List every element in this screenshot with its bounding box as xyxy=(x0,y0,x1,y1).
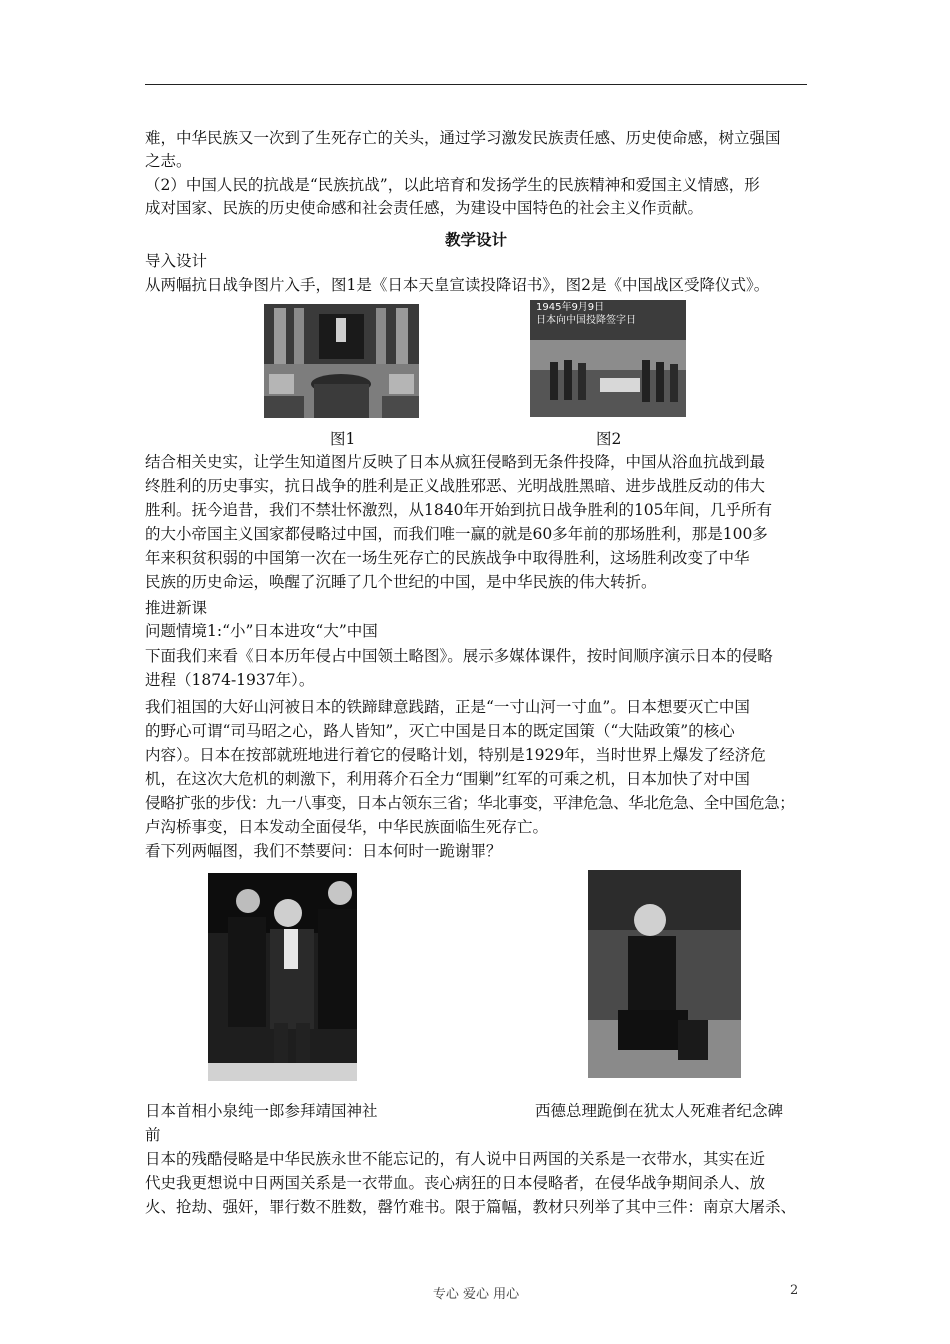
paragraph-line: 结合相关史实，让学生知道图片反映了日本从疯狂侵略到无条件投降，中国从浴血抗战到最 xyxy=(145,453,766,471)
brandt-illustration xyxy=(588,870,741,1078)
figure-2-photo xyxy=(530,300,686,417)
intro-heading: 导入设计 xyxy=(145,252,208,270)
paragraph-line: 的大小帝国主义国家都侵略过中国，而我们唯一赢的就是60多年前的那场胜利，那是100多 xyxy=(145,525,768,543)
paragraph-line: 民族的历史命运，唤醒了沉睡了几个世纪的中国，是中华民族的伟大转折。 xyxy=(145,573,657,591)
paragraph-line: 进程（1874-1937年）。 xyxy=(145,671,315,689)
paragraph-line: 内容）。日本在按部就班地进行着它的侵略计划，特别是1929年，当时世界上爆发了经济危 xyxy=(145,746,766,764)
paragraph-line: 下面我们来看《日本历年侵占中国领土略图》。展示多媒体课件，按时间顺序演示日本的侵略 xyxy=(145,647,773,665)
paragraph-line: 卢沟桥事变，日本发动全面侵华，中华民族面临生死存亡。 xyxy=(145,818,549,836)
figure-2-overlay-date: 1945年9月9日 xyxy=(536,302,605,313)
brandt-photo xyxy=(588,870,741,1078)
scenario-heading: 问题情境1:“小”日本进攻“大”中国 xyxy=(145,622,378,640)
paragraph-line: 代史我更想说中日两国关系是一衣带血。丧心病狂的日本侵略者，在侵华战争期间杀人、放 xyxy=(145,1174,766,1192)
figure-2-overlay-title: 日本向中国投降签字日 xyxy=(536,315,636,326)
paragraph-line: 机，在这次大危机的刺激下，利用蒋介石全力“围剿”红军的可乘之机，日本加快了对中国 xyxy=(145,770,750,788)
question-line: 看下列两幅图，我们不禁要问：日本何时一跪谢罪？ xyxy=(145,842,502,860)
caption-continuation: 前 xyxy=(145,1126,161,1144)
figure-1-photo xyxy=(264,304,419,418)
header-rule xyxy=(145,84,807,85)
paragraph-line: 侵略扩张的步伐：九一八事变，日本占领东三省；华北事变，平津危急、华北危急、全中国危急； xyxy=(145,794,795,812)
paragraph-line: 火、抢劫、强奸，罪行数不胜数，罄竹难书。限于篇幅，教材只列举了其中三件：南京大屠杀、 xyxy=(145,1198,797,1216)
paragraph-line: 成对国家、民族的历史使命感和社会责任感，为建设中国特色的社会主义作贡献。 xyxy=(145,199,704,217)
paragraph-line: 我们祖国的大好山河被日本的铁蹄肆意践踏，正是“一寸山河一寸血”。日本想要灭亡中国 xyxy=(145,698,750,716)
figure-2-caption: 图2 xyxy=(596,430,622,448)
page-number: 2 xyxy=(790,1283,799,1298)
new-lesson-heading: 推进新课 xyxy=(145,599,208,617)
koizumi-illustration xyxy=(208,873,357,1081)
footer-motto: 专心 爱心 用心 xyxy=(432,1287,520,1302)
intro-text: 从两幅抗日战争图片入手，图1是《日本天皇宣读投降诏书》，图2是《中国战区受降仪式》。 xyxy=(145,276,770,294)
paragraph-line: 之志。 xyxy=(145,152,192,170)
koizumi-caption: 日本首相小泉纯一郎参拜靖国神社 xyxy=(145,1102,378,1120)
paragraph-line: 日本的残酷侵略是中华民族永世不能忘记的，有人说中日两国的关系是一衣带水，其实在近 xyxy=(145,1150,766,1168)
figure-1-caption: 图1 xyxy=(330,430,356,448)
paragraph-line: 胜利。抚今追昔，我们不禁壮怀激烈，从1840年开始到抗日战争胜利的105年间，几乎所有 xyxy=(145,501,773,519)
paragraph-line: 终胜利的历史事实，抗日战争的胜利是正义战胜邪恶、光明战胜黑暗、进步战胜反动的伟大 xyxy=(145,477,766,495)
koizumi-photo xyxy=(208,873,357,1081)
paragraph-line: 年来积贫积弱的中国第一次在一场生死存亡的民族战争中取得胜利，这场胜利改变了中华 xyxy=(145,549,750,567)
brandt-caption: 西德总理跪倒在犹太人死难者纪念碑 xyxy=(535,1102,784,1120)
section-title: 教学设计 xyxy=(444,230,507,249)
figure-1-illustration xyxy=(264,304,419,418)
paragraph-line: （2）中国人民的抗战是“民族抗战”，以此培育和发扬学生的民族精神和爱国主义情感，形 xyxy=(145,176,760,194)
paragraph-line: 难，中华民族又一次到了生死存亡的关头，通过学习激发民族责任感、历史使命感，树立强国 xyxy=(145,129,781,147)
paragraph-line: 的野心可谓“司马昭之心，路人皆知”，灭亡中国是日本的既定国策（“大陆政策”的核心 xyxy=(145,722,735,740)
